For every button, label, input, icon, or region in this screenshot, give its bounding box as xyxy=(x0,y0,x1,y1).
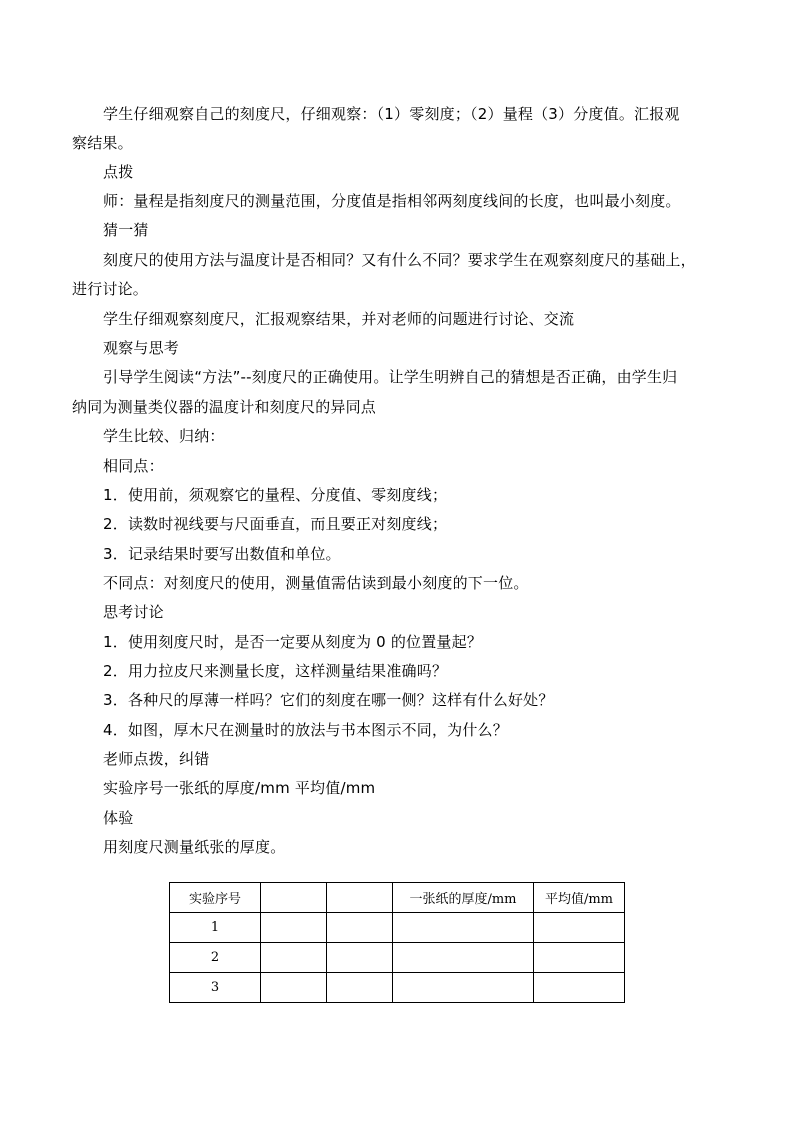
paragraph-observe-ruler-cont: 察结果。 xyxy=(72,134,133,152)
list-item-question-1: 1．使用刻度尺时，是否一定要从刻度为 0 的位置量起？ xyxy=(103,633,483,651)
table-cell xyxy=(261,913,327,943)
table-cell xyxy=(327,943,393,973)
table-header-cell xyxy=(327,883,393,913)
table-header-cell xyxy=(261,883,327,913)
table-cell: 2 xyxy=(170,943,261,973)
list-item-similarity-3: 3．记录结果时要写出数值和单位。 xyxy=(103,545,341,563)
heading-experience: 体验 xyxy=(103,809,134,827)
table-header-cell: 实验序号 xyxy=(170,883,261,913)
paragraph-teacher-range: 师：量程是指刻度尺的测量范围，分度值是指相邻两刻度线间的长度，也叫最小刻度。 xyxy=(103,192,681,210)
table-cell xyxy=(261,973,327,1003)
paragraph-measure-paper: 用刻度尺测量纸张的厚度。 xyxy=(103,838,286,856)
table-cell: 3 xyxy=(170,973,261,1003)
table-cell xyxy=(393,913,534,943)
paragraph-table-caption: 实验序号一张纸的厚度/mm 平均值/mm xyxy=(103,779,376,797)
table-cell xyxy=(534,943,625,973)
heading-dianbo: 点拨 xyxy=(103,163,134,181)
heading-guess: 猜一猜 xyxy=(103,221,149,239)
paragraph-differences: 不同点：对刻度尺的使用，测量值需估读到最小刻度的下一位。 xyxy=(103,574,529,592)
table-cell xyxy=(261,943,327,973)
list-item-similarity-2: 2．读数时视线要与尺面垂直，而且要正对刻度线； xyxy=(103,515,448,533)
list-item-question-2: 2．用力拉皮尺来测量长度，这样测量结果准确吗？ xyxy=(103,662,448,680)
table-cell xyxy=(534,913,625,943)
list-item-similarity-1: 1．使用前，须观察它的量程、分度值、零刻度线； xyxy=(103,486,448,504)
table-header-cell: 一张纸的厚度/mm xyxy=(393,883,534,913)
table-row xyxy=(170,973,625,1003)
table-header-row xyxy=(170,883,625,913)
paragraph-ruler-vs-thermometer-cont: 进行讨论。 xyxy=(72,280,149,298)
table-header-cell: 平均值/mm xyxy=(534,883,625,913)
table-cell: 1 xyxy=(170,913,261,943)
table-cell xyxy=(393,973,534,1003)
heading-discussion: 思考讨论 xyxy=(103,603,164,621)
table-row xyxy=(170,913,625,943)
paragraph-observe-ruler: 学生仔细观察自己的刻度尺，仔细观察：（1）零刻度；（2）量程（3）分度值。汇报观 xyxy=(103,105,680,123)
table-cell xyxy=(534,973,625,1003)
heading-similarities: 相同点： xyxy=(103,457,164,475)
heading-observe-think: 观察与思考 xyxy=(103,339,180,357)
list-item-question-4: 4．如图，厚木尺在测量时的放法与书本图示不同，为什么？ xyxy=(103,721,508,739)
experiment-table xyxy=(169,882,625,1003)
paragraph-teacher-correct: 老师点拨，纠错 xyxy=(103,750,210,768)
paragraph-ruler-vs-thermometer: 刻度尺的使用方法与温度计是否相同？又有什么不同？要求学生在观察刻度尺的基础上， xyxy=(103,251,696,269)
table-cell xyxy=(393,943,534,973)
paragraph-students-discuss: 学生仔细观察刻度尺，汇报观察结果，并对老师的问题进行讨论、交流 xyxy=(103,310,575,328)
paragraph-guide-reading: 引导学生阅读“方法”--刻度尺的正确使用。让学生明辨自己的猜想是否正确，由学生归 xyxy=(103,368,678,386)
table-cell xyxy=(327,913,393,943)
table-row xyxy=(170,943,625,973)
table-cell xyxy=(327,973,393,1003)
paragraph-compare: 学生比较、归纳： xyxy=(103,427,225,445)
list-item-question-3: 3．各种尺的厚薄一样吗？它们的刻度在哪一侧？这样有什么好处？ xyxy=(103,691,554,709)
paragraph-guide-reading-cont: 纳同为测量类仪器的温度计和刻度尺的异同点 xyxy=(72,398,377,416)
